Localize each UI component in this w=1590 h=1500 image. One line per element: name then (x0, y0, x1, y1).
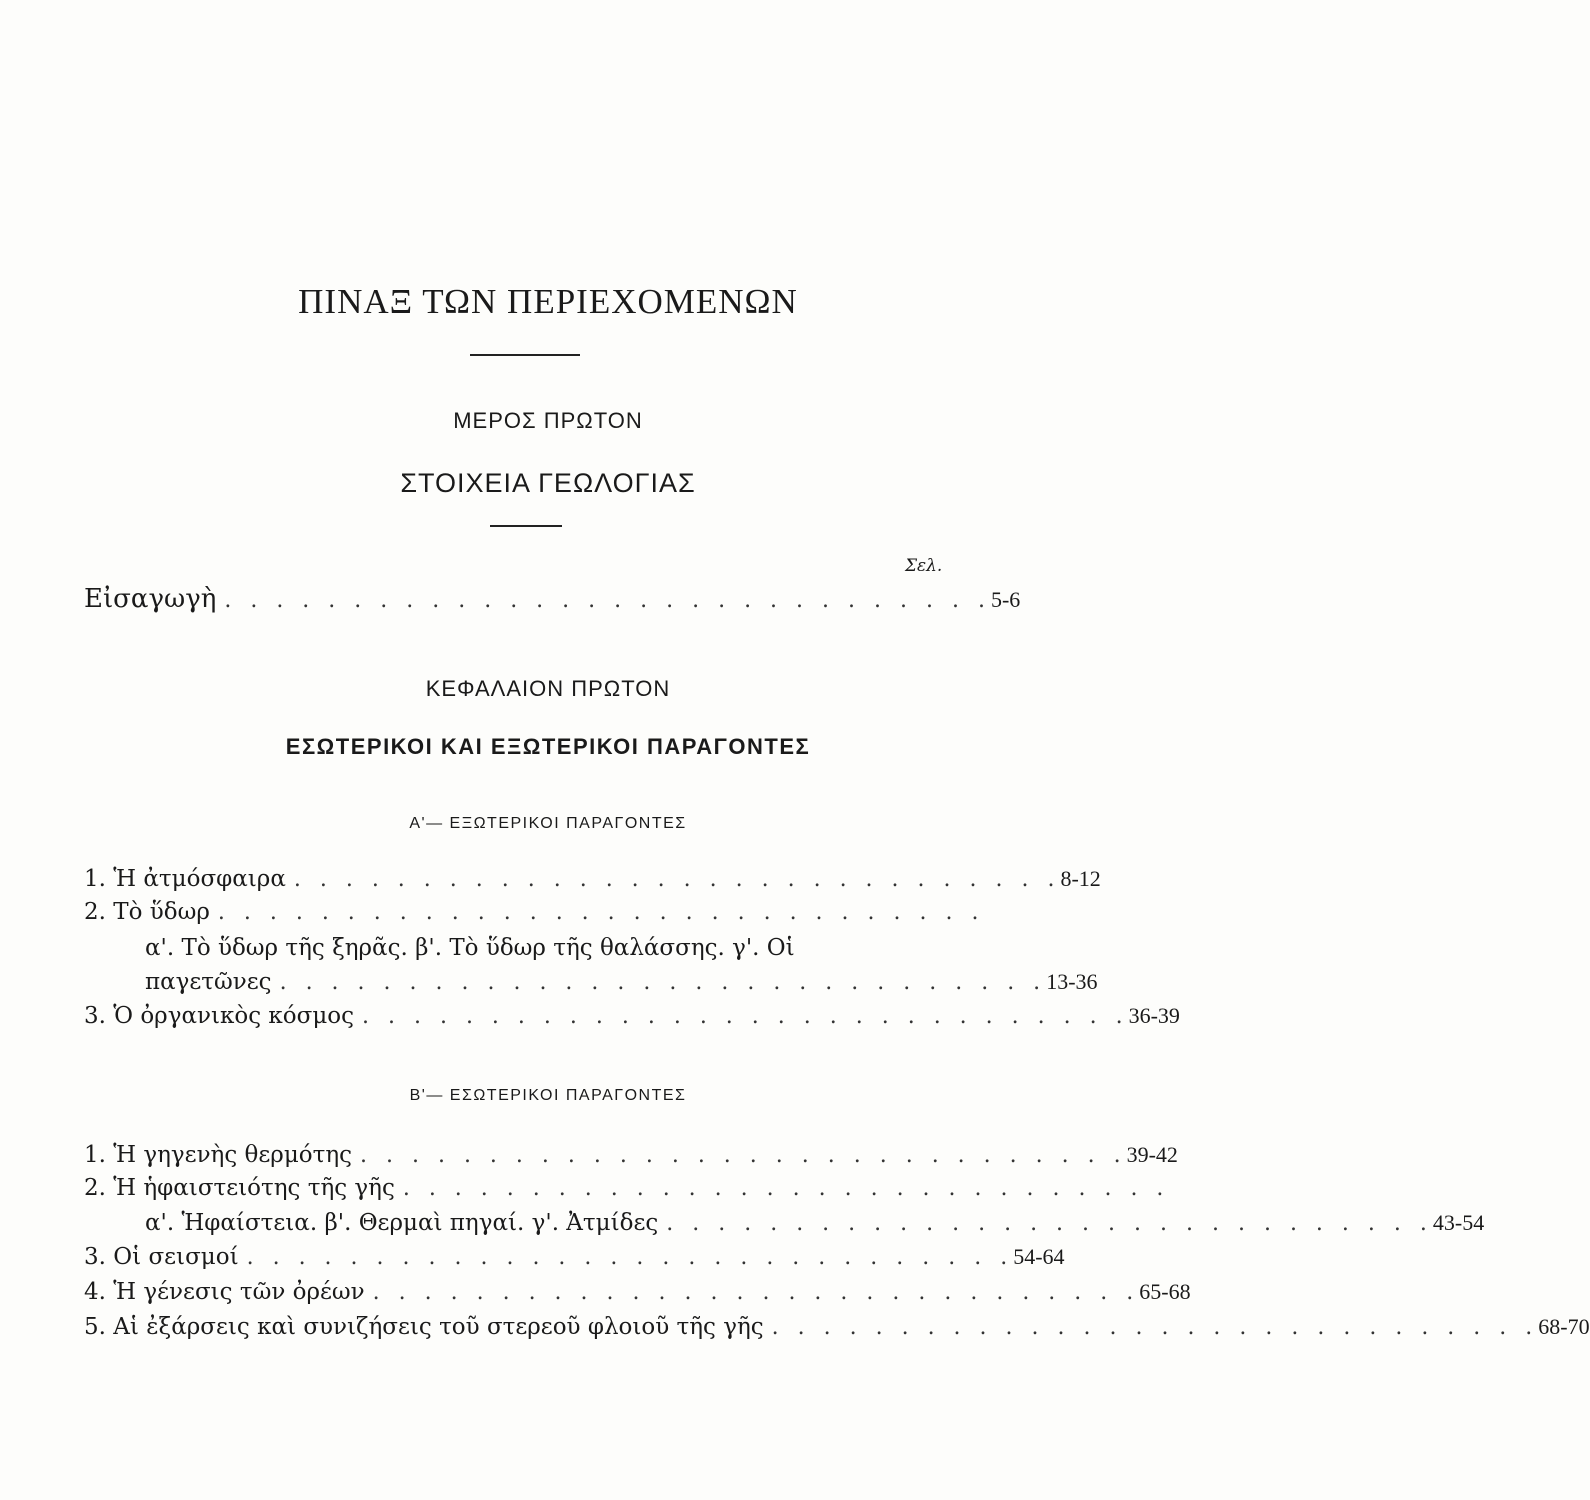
toc-entry[interactable] (84, 899, 985, 933)
dot-leader: . . . . . . . . . . . . . . . . . . . . . . . . . . . . . . (293, 867, 1061, 892)
dot-leader: . . . . . . . . . . . . . . . . . . . . . . . . . . . . . . (217, 900, 985, 925)
dot-leader: . . . . . . . . . . . . . . . . . . . . . . . . . . . . . . (224, 588, 991, 613)
part-label: ΜΕΡΟΣ ΠΡΩΤΟΝ (453, 408, 643, 433)
dot-leader: . . . . . . . . . . . . . . . . . . . . . . . . . . . . . . (666, 1211, 1433, 1236)
toc-entry[interactable] (84, 1003, 1180, 1037)
toc-subentry: α'. Τὸ ὕδωρ τῆς ξηρᾶς. β'. Τὸ ὕδωρ τῆς θαλάσσης. γ'. Οἱ (145, 935, 795, 961)
entry-page: 54-64 (1013, 1244, 1065, 1269)
toc-entry-intro[interactable] (84, 584, 1021, 618)
dot-leader: . . . . . . . . . . . . . . . . . . . . . . . . . . . . . . (360, 1143, 1127, 1168)
toc-entry[interactable] (84, 1175, 1170, 1209)
dot-leader: . . . . . . . . . . . . . . . . . . . . . . . . . . . . . . (362, 1004, 1129, 1029)
entry-page: 8-12 (1060, 866, 1101, 891)
title-divider (470, 354, 580, 356)
toc-entry[interactable] (84, 1314, 1590, 1348)
toc-entry[interactable] (84, 1244, 1065, 1278)
toc-entry[interactable] (84, 1142, 1178, 1176)
part-title: ΣΤΟΙΧΕΙΑ ΓΕΩΛΟΓΙΑΣ (400, 468, 696, 498)
part-divider (490, 525, 562, 527)
dot-leader: . . . . . . . . . . . . . . . . . . . . . . . . . . . . . . (402, 1176, 1170, 1201)
entry-page: 39-42 (1126, 1142, 1178, 1167)
page-title: ΠΙΝΑΞ ΤΩΝ ΠΕΡΙΕΧΟΜΕΝΩΝ (298, 282, 798, 321)
dot-leader: . . . . . . . . . . . . . . . . . . . . . . . . . . . . . . (279, 970, 1047, 995)
toc-entry[interactable] (84, 1279, 1191, 1313)
page-column-label: Σελ. (905, 556, 943, 576)
entry-page: 36-39 (1128, 1003, 1180, 1028)
dot-leader: . . . . . . . . . . . . . . . . . . . . . . . . . . . . . . (771, 1315, 1539, 1340)
entry-label: 2. Ἡ ἡφαιστειότης τῆς γῆς (84, 1175, 395, 1201)
entry-label: 5. Αἱ ἐξάρσεις καὶ συνιζήσεις τοῦ στερεοῦ φλοιοῦ τῆς γῆς (84, 1314, 764, 1340)
entry-label: 1. Ἡ γηγενὴς θερμότης (84, 1142, 352, 1168)
entry-label: α'. Ἡφαίστεια. β'. Θερμαὶ πηγαί. γ'. Ἀτμίδες (145, 1210, 659, 1236)
entry-label: 1. Ἡ ἀτμόσφαιρα (84, 866, 286, 892)
entry-page: 13-36 (1046, 969, 1098, 994)
section-a-title: Α'— ΕΞΩΤΕΡΙΚΟΙ ΠΑΡΑΓΟΝΤΕΣ (409, 815, 687, 832)
section-b-title: Β'— ΕΣΩΤΕΡΙΚΟΙ ΠΑΡΑΓΟΝΤΕΣ (409, 1087, 687, 1104)
toc-entry[interactable] (145, 1210, 1485, 1244)
entry-label: παγετῶνες (145, 969, 272, 995)
entry-label: 2. Τὸ ὕδωρ (84, 899, 210, 925)
toc-entry[interactable] (145, 969, 1098, 1003)
entry-page: 43-54 (1432, 1210, 1485, 1235)
entry-label: Εἰσαγωγὴ (84, 584, 217, 614)
dot-leader: . . . . . . . . . . . . . . . . . . . . . . . . . . . . . . (246, 1245, 1014, 1270)
entry-label: 3. Οἱ σεισμοί (84, 1244, 239, 1270)
toc-entry[interactable] (84, 866, 1101, 900)
entry-label: 3. Ὁ ὀργανικὸς κόσμος (84, 1003, 354, 1029)
dot-leader: . . . . . . . . . . . . . . . . . . . . . . . . . . . . . . (372, 1280, 1140, 1305)
entry-label: 4. Ἡ γένεσις τῶν ὀρέων (84, 1279, 365, 1305)
entry-page: 68-70 (1538, 1314, 1590, 1339)
entry-page: 5-6 (990, 587, 1021, 612)
chapter-title: ΕΣΩΤΕΡΙΚΟΙ ΚΑΙ ΕΞΩΤΕΡΙΚΟΙ ΠΑΡΑΓΟΝΤΕΣ (285, 734, 811, 759)
entry-page: 65-68 (1139, 1279, 1191, 1304)
chapter-label: ΚΕΦΑΛΑΙΟΝ ΠΡΩΤΟΝ (425, 676, 671, 701)
